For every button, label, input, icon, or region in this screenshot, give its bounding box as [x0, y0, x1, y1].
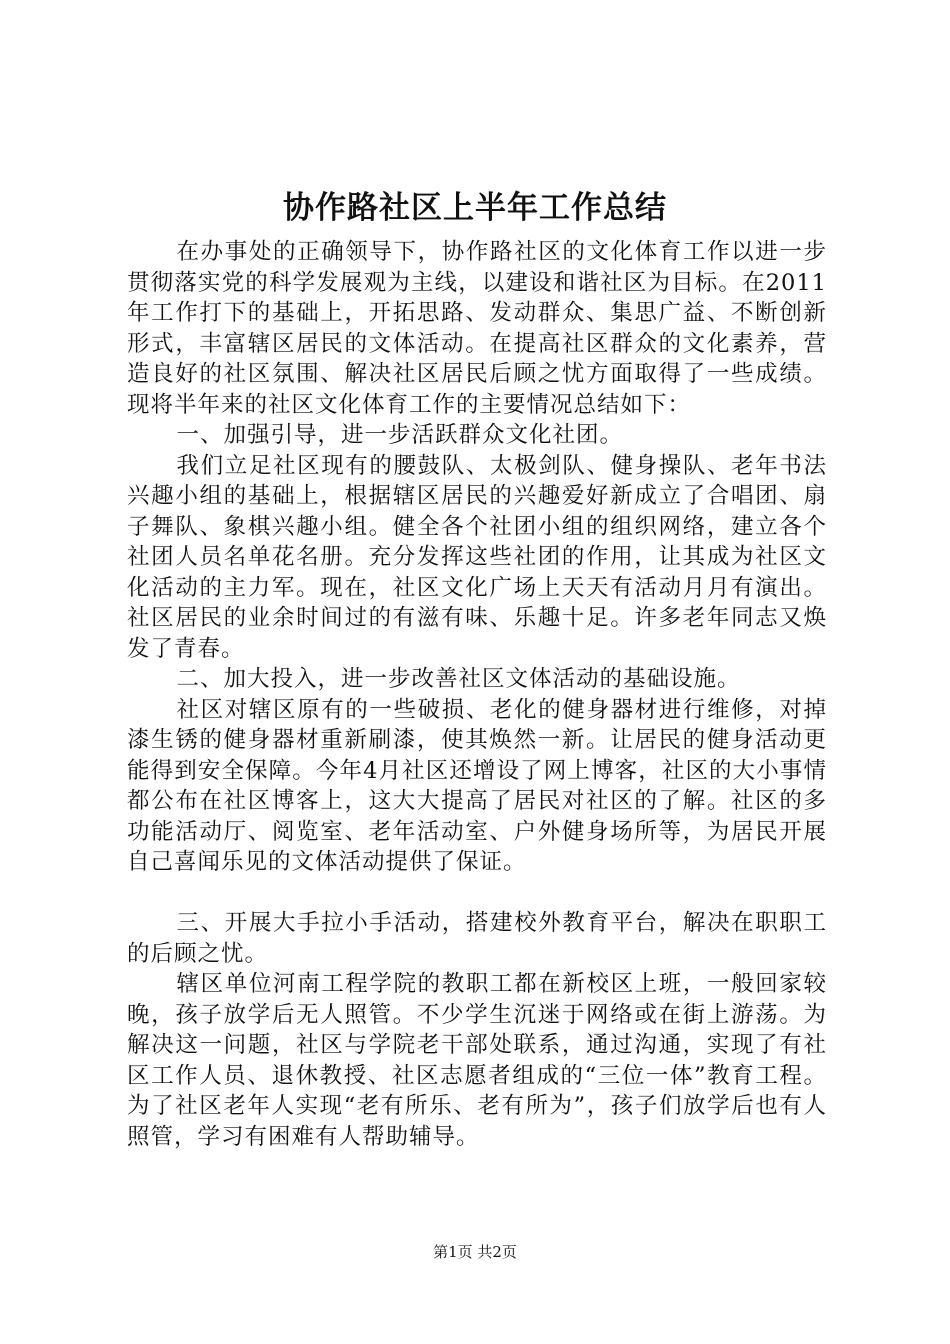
- section-heading-2: 二、加大投入，进一步改善社区文体活动的基础设施。: [176, 666, 741, 692]
- section-heading-3: 三、开展大手拉小手活动，搭建校外教育平台，解决在职职工的后顾之忧。: [127, 910, 827, 967]
- document-title: 协作路社区上半年工作总结: [283, 190, 667, 226]
- paragraph-intro: 在办事处的正确领导下，协作路社区的文化体育工作以进一步贯彻落实党的科学发展观为主线，以建设和谐社区为目标。在2011年工作打下的基础上，开拓思路、发动群众、集思广益、不断创新形式，丰富辖区居民的文体活动。在提高社区群众的文化素养，营造良好的社区氛围、解决社区居民后顾之忧方面取得了一些成绩。现将半年来的社区文化体育工作的主要情况总结如下：: [127, 239, 827, 418]
- paragraph-section-3: 辖区单位河南工程学院的教职工都在新校区上班，一般回家较晚，孩子放学后无人照管。不少学生沉迷于网络或在街上游荡。为解决这一问题，社区与学院老干部处联系，通过沟通，实现了有社区工作人员、退休教授、社区志愿者组成的“三位一体”教育工程。为了社区老年人实现“老有所乐、老有所为”，孩子们放学后也有人照管，学习有困难有人帮助辅导。: [127, 971, 827, 1150]
- document-body: [127, 237, 827, 1152]
- page-footer: 第1页 共2页: [433, 1243, 517, 1261]
- section-heading-1: 一、加强引导，进一步活跃群众文化社团。: [176, 422, 624, 448]
- paragraph-section-1: 我们立足社区现有的腰鼓队、太极剑队、健身操队、老年书法兴趣小组的基础上，根据辖区居民的兴趣爱好新成立了合唱团、扇子舞队、象棋兴趣小组。健全各个社团小组的组织网络，建立各个社团人员名单花名册。充分发挥这些社团的作用，让其成为社区文化活动的主力军。现在，社区文化广场上天天有活动月月有演出。社区居民的业余时间过的有滋有味、乐趣十足。许多老年同志又焕发了青春。: [127, 452, 827, 662]
- paragraph-section-2: 社区对辖区原有的一些破损、老化的健身器材进行维修，对掉漆生锈的健身器材重新刷漆，使其焕然一新。让居民的健身活动更能得到安全保障。今年4月社区还增设了网上博客，社区的大小事情都公布在社区博客上，这大大提高了居民对社区的了解。社区的多功能活动厅、阅览室、老年活动室、户外健身场所等，为居民开展自己喜闻乐见的文体活动提供了保证。: [127, 696, 827, 875]
